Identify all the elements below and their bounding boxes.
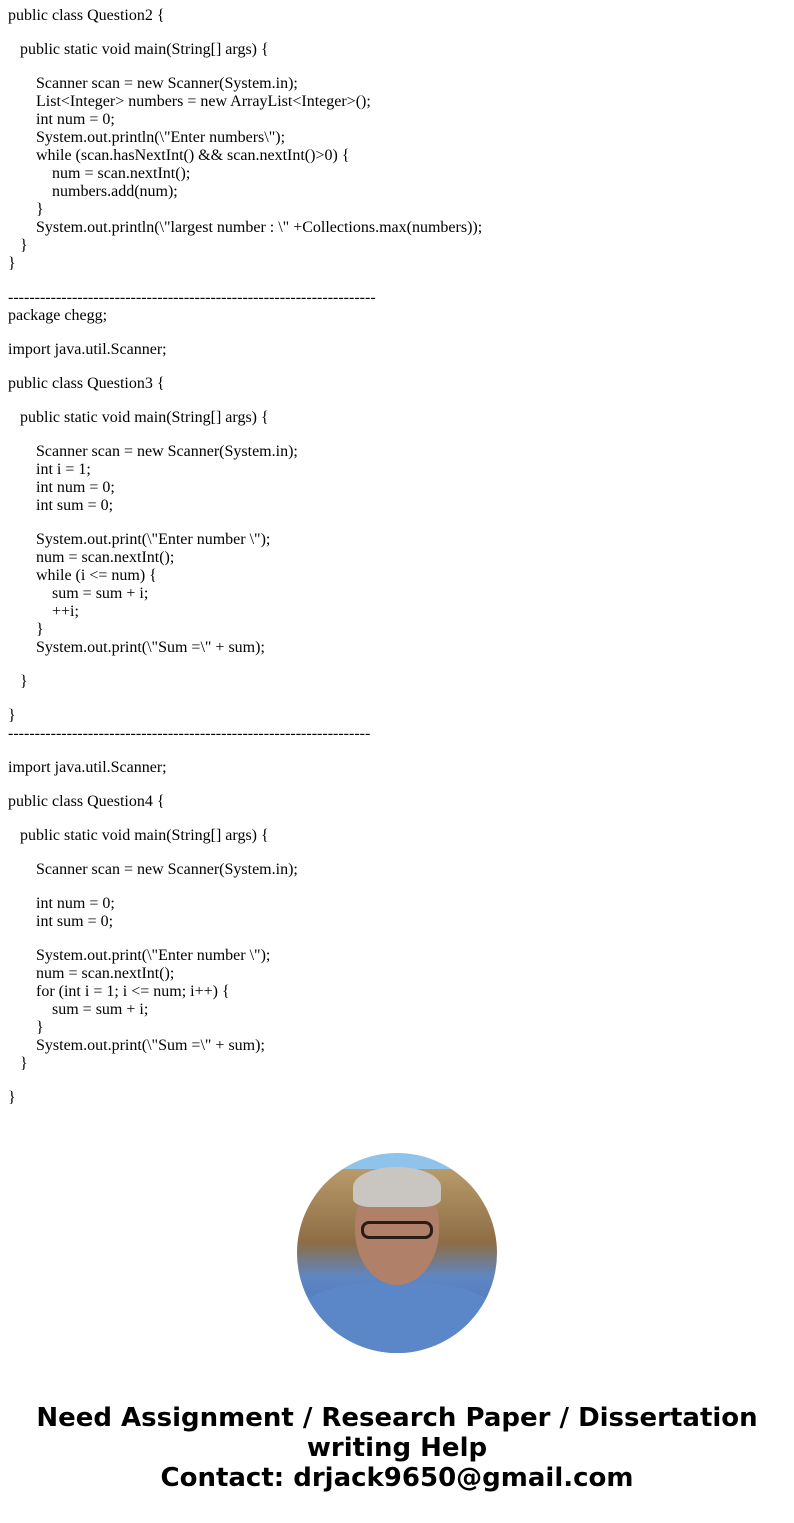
code-line [8,273,482,289]
code-line: System.out.print(\"Enter number \"); [8,531,271,548]
code-line: int num = 0; [8,111,115,128]
code-line [8,777,482,793]
code-line: public class Question3 { [8,375,165,392]
code-line: public static void main(String[] args) { [8,409,269,426]
code-line: int sum = 0; [8,497,114,514]
code-line [8,25,482,41]
banner-line-2: writing Help [306,1433,488,1463]
code-line: } [8,621,44,638]
code-line: ++i; [8,603,79,620]
code-line: num = scan.nextInt(); [8,165,191,182]
code-line [8,691,482,707]
shirt [297,1283,497,1353]
code-line: int sum = 0; [8,913,114,930]
code-line [8,743,482,759]
code-line: import java.util.Scanner; [8,341,167,358]
code-line: num = scan.nextInt(); [8,549,175,566]
code-line: System.out.println(\"largest number : \" +Collections.max(numbers)); [8,219,483,236]
code-line: sum = sum + i; [8,1001,149,1018]
code-line: -------------------------------------------------------------------- [8,725,371,742]
code-line: Scanner scan = new Scanner(System.in); [8,443,298,460]
glasses [361,1221,433,1239]
code-line [8,845,482,861]
code-listing [8,7,482,1107]
code-line: System.out.print(\"Sum =\" + sum); [8,1037,265,1054]
code-line: Scanner scan = new Scanner(System.in); [8,861,298,878]
code-line [8,393,482,409]
code-line [8,359,482,375]
code-line: } [8,707,16,724]
code-line: package chegg; [8,307,108,324]
code-line: for (int i = 1; i <= num; i++) { [8,983,230,1000]
code-line: } [8,201,44,218]
code-line: num = scan.nextInt(); [8,965,175,982]
code-line: --------------------------------------------------------------------- [8,289,376,306]
code-line: sum = sum + i; [8,585,149,602]
code-line: } [8,673,28,690]
code-line: System.out.print(\"Enter number \"); [8,947,271,964]
code-line: public class Question4 { [8,793,165,810]
code-line: while (i <= num) { [8,567,157,584]
code-line: public static void main(String[] args) { [8,41,269,58]
code-line [8,931,482,947]
code-line: public static void main(String[] args) { [8,827,269,844]
code-line: } [8,255,16,272]
code-line: numbers.add(num); [8,183,178,200]
code-line: public class Question2 { [8,7,165,24]
hair [353,1167,441,1207]
code-line: } [8,1089,16,1106]
code-line: } [8,1055,28,1072]
code-line: } [8,1019,44,1036]
banner-line-1: Need Assignment / Research Paper / Dissertation [36,1403,758,1433]
contact-banner [0,1403,794,1493]
code-line: int num = 0; [8,479,115,496]
banner-line-3: Contact: drjack9650@gmail.com [160,1463,634,1493]
code-line: while (scan.hasNextInt() && scan.nextInt()>0) { [8,147,350,164]
code-line: System.out.println(\"Enter numbers\"); [8,129,286,146]
code-line [8,325,482,341]
code-line: import java.util.Scanner; [8,759,167,776]
code-line [8,879,482,895]
code-line [8,515,482,531]
code-line: int i = 1; [8,461,91,478]
code-line [8,1073,482,1089]
code-line [8,59,482,75]
author-photo [297,1153,497,1353]
code-line: System.out.print(\"Sum =\" + sum); [8,639,265,656]
code-line: Scanner scan = new Scanner(System.in); [8,75,298,92]
code-line [8,427,482,443]
code-line: List<Integer> numbers = new ArrayList<Integer>(); [8,93,371,110]
code-line: int num = 0; [8,895,115,912]
code-line [8,657,482,673]
code-line [8,811,482,827]
code-line: } [8,237,28,254]
